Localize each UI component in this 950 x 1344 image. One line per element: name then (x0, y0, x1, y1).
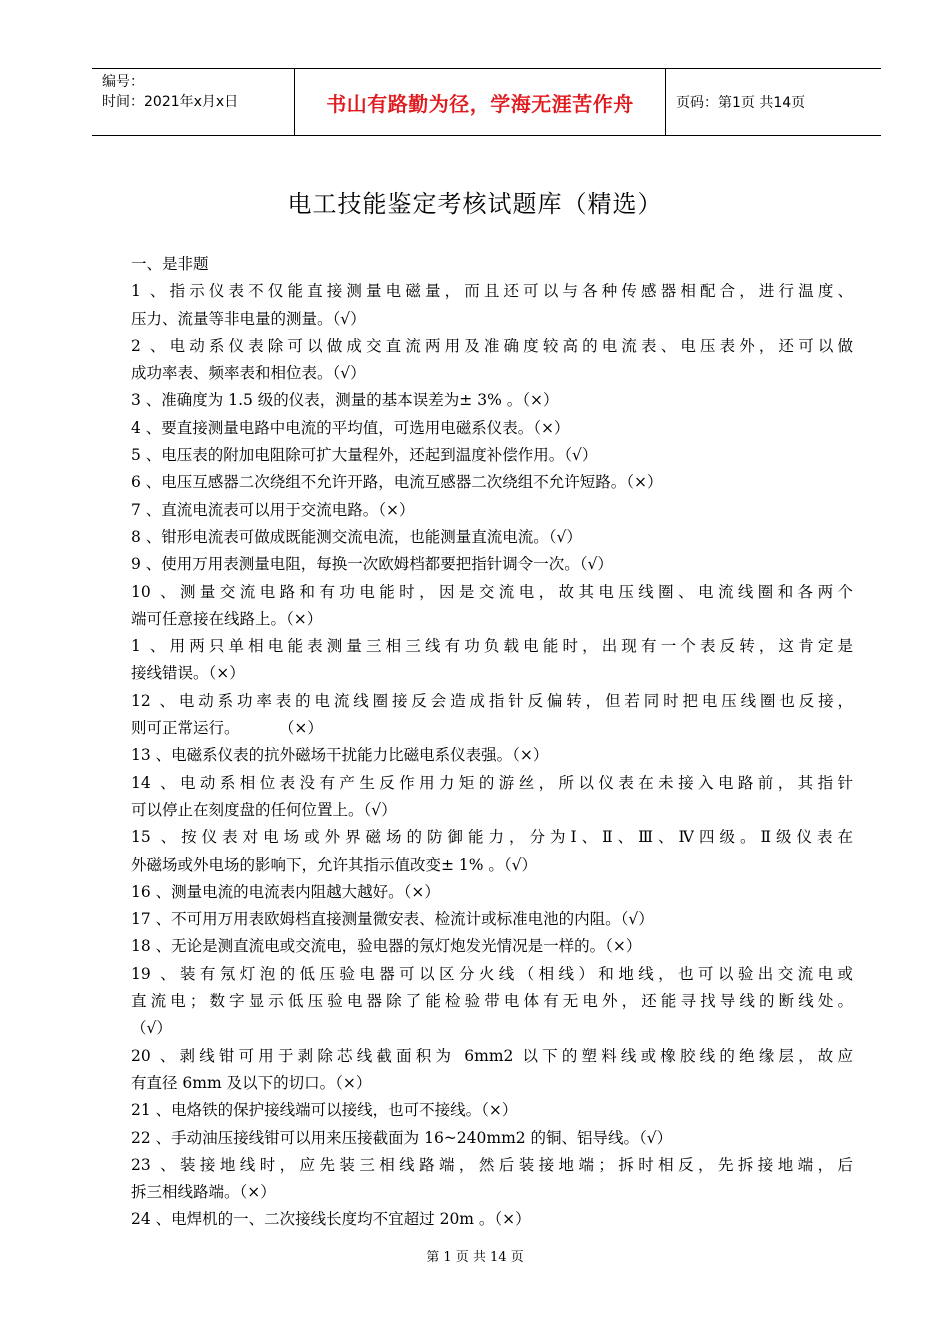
question-line: 拆三相线路端。（×） (131, 1183, 276, 1202)
question-line: 22 、手动油压接线钳可以用来压接截面为 16~240mm2 的铜、铝导线。（√） (131, 1128, 673, 1147)
question-line: 20 、剥线钳可用于剥除芯线截面积为 6mm2 以下的塑料线或橡胶线的绝缘层，故应 (131, 1046, 853, 1065)
question-line: 外磁场或外电场的影响下，允许其指示值改变± 1% 。（√） (131, 855, 538, 874)
header-motto-cell (294, 69, 666, 135)
question-line: 接线错误。（×） (131, 664, 245, 683)
question-line: 3 、准确度为 1.5 级的仪表，测量的基本误差为± 3% 。（×） (131, 391, 559, 410)
section-heading: 一、是非题 (131, 255, 209, 273)
question-line: 14 、电动系相位表没有产生反作用力矩的游丝，所以仪表在未接入电路前，其指针 (131, 773, 853, 792)
page-footer: 第 1 页 共 14 页 (426, 1250, 524, 1265)
question-line: 15 、按仪表对电场或外界磁场的防御能力，分为Ⅰ、Ⅱ、Ⅲ、Ⅳ四级。Ⅱ级仪表在 (131, 828, 853, 847)
header-page-info: 页码：第1页 共14页 (676, 95, 806, 111)
question-line: 18 、无论是测直流电或交流电，验电器的氖灯炮发光情况是一样的。（×） (131, 937, 642, 956)
document-time-label: 时间：2021年x月x日 (102, 94, 239, 110)
question-line: 1 、用两只单相电能表测量三相三线有功负载电能时，出现有一个表反转，这肯定是 (131, 637, 853, 656)
question-line: 13 、电磁系仪表的抗外磁场干扰能力比磁电系仪表强。（×） (131, 746, 549, 765)
question-line: 12 、电动系功率表的电流线圈接反会造成指针反偏转，但若同时把电压线圈也反接， (131, 691, 853, 710)
question-line: 23 、装接地线时，应先装三相线路端，然后装接地端；拆时相反，先拆接地端，后 (131, 1155, 853, 1174)
question-line: 1 、指示仪表不仅能直接测量电磁量，而且还可以与各种传感器相配合，进行温度、 (131, 282, 853, 301)
question-line: 17 、不可用万用表欧姆档直接测量微安表、检流计或标准电池的内阻。（√） (131, 910, 654, 929)
question-line: 有直径 6mm 及以下的切口。（×） (131, 1073, 372, 1092)
question-line: 16 、测量电流的电流表内阻越大越好。（×） (131, 882, 440, 901)
question-line: 4 、要直接测量电路中电流的平均值，可选用电磁系仪表。（×） (131, 418, 570, 437)
question-list (131, 251, 853, 1234)
question-line: 可以停止在刻度盘的任何位置上。（√） (131, 800, 397, 819)
question-line: 则可正常运行。 （×） (131, 719, 323, 738)
question-line: 19 、装有氖灯泡的低压验电器可以区分火线（相线）和地线，也可以验出交流电或 (131, 964, 853, 983)
document-title: 电工技能鉴定考核试题库（精选） (287, 190, 663, 218)
question-line: 直流电；数字显示低压验电器除了能检验带电体有无电外，还能寻找导线的断线处。 (131, 992, 853, 1011)
header-motto: 书山有路勤为径，学海无涯苦作舟 (326, 91, 634, 116)
question-line: 24 、电焊机的一、二次接线长度均不宜超过 20m 。（×） (131, 1210, 531, 1229)
question-line: 端可任意接在线路上。（×） (131, 609, 323, 628)
question-line: 7 、直流电流表可以用于交流电路。（×） (131, 500, 415, 519)
question-line: 5 、电压表的附加电阻除可扩大量程外，还起到温度补偿作用。（√） (131, 446, 598, 465)
document-number-label: 编号： (102, 74, 144, 90)
question-line: 2 、电动系仪表除可以做成交直流两用及准确度较高的电流表、电压表外，还可以做 (131, 336, 853, 355)
question-line: 6 、电压互感器二次绕组不允许开路，电流互感器二次绕组不允许短路。（×） (131, 473, 663, 492)
question-line: （√） (131, 1019, 172, 1038)
question-line: 压力、流量等非电量的测量。（√） (131, 309, 366, 328)
header-meta-cell (92, 69, 294, 135)
question-line: 8 、钳形电流表可做成既能测交流电流，也能测量直流电流。（√） (131, 527, 582, 546)
question-line: 10 、测量交流电路和有功电能时，因是交流电，故其电压线圈、电流线圈和各两个 (131, 582, 853, 601)
question-line: 成功率表、频率表和相位表。（√） (131, 364, 366, 383)
header-page-cell (666, 69, 881, 135)
question-line: 21 、电烙铁的保护接线端可以接线，也可不接线。（×） (131, 1101, 518, 1120)
page-header (92, 68, 881, 136)
question-line: 9 、使用万用表测量电阻，每换一次欧姆档都要把指针调令一次。（√） (131, 555, 613, 574)
